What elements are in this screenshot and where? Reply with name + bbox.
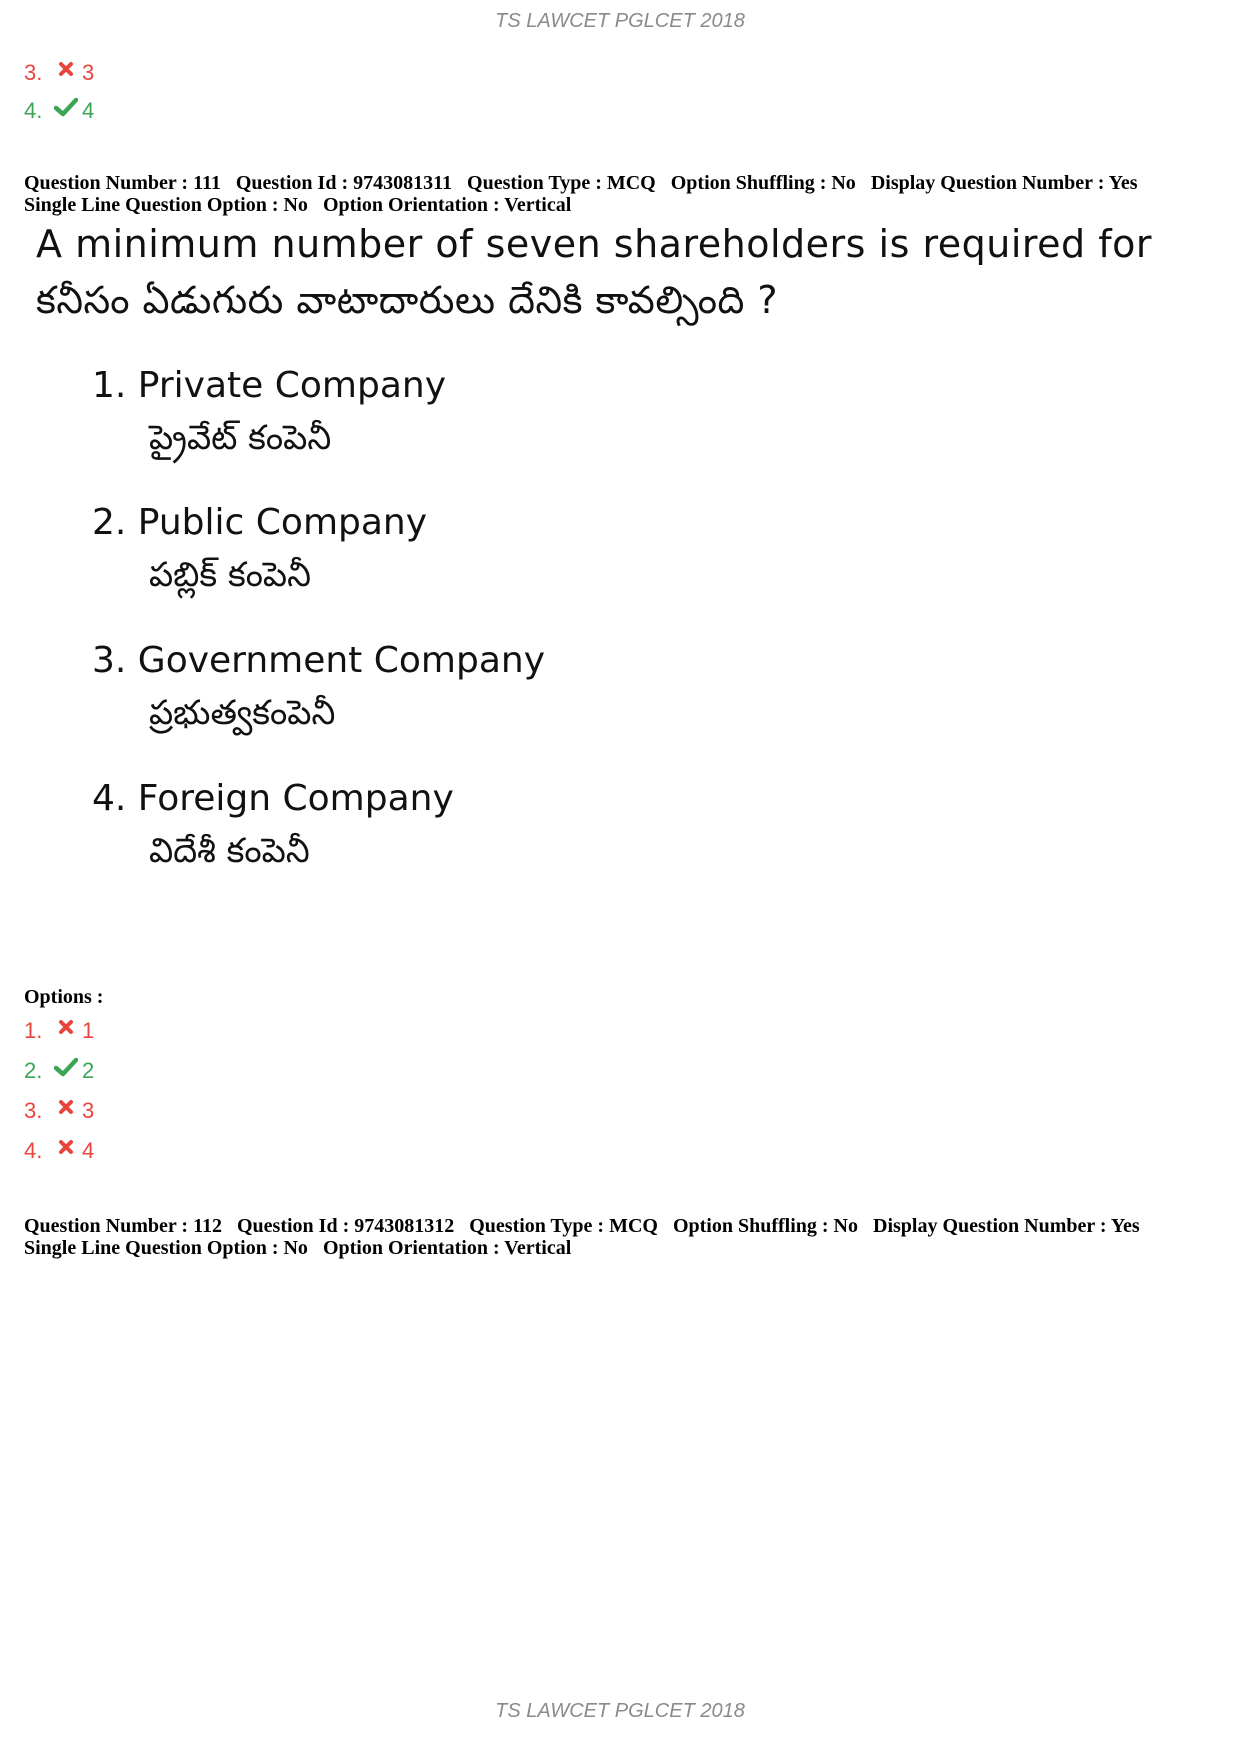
option-value: 4	[82, 1138, 95, 1163]
question-number: Question Number : 111	[24, 172, 221, 194]
option-row	[24, 1136, 94, 1166]
option-shuffling: Option Shuffling : No	[670, 172, 856, 194]
options-label: Options :	[24, 986, 104, 1008]
page-footer: TS LAWCET PGLCET 2018	[495, 1700, 745, 1722]
option-number: 2.	[24, 1058, 43, 1083]
option-orientation: Option Orientation : Vertical	[322, 1237, 572, 1259]
option-value: 2	[82, 1058, 95, 1083]
question-meta-line-1	[24, 1215, 1150, 1237]
question-type: Question Type : MCQ	[467, 172, 656, 194]
option-row	[24, 1056, 94, 1086]
option-number: 4.	[24, 1138, 43, 1163]
option-row	[24, 1096, 94, 1126]
option-number: 3.	[24, 60, 43, 85]
choice-1-english: 1. Private Company	[92, 365, 447, 406]
choice-3-telugu: ప్రభుత్వకంపెనీ	[149, 693, 336, 733]
option-shuffling: Option Shuffling : No	[672, 1215, 859, 1237]
option-number: 1.	[24, 1018, 43, 1043]
choice-4-english: 4. Foreign Company	[92, 778, 454, 819]
page-header: TS LAWCET PGLCET 2018	[495, 10, 745, 32]
choice-2-english: 2. Public Company	[92, 502, 428, 543]
question-id: Question Id : 9743081311	[235, 172, 453, 194]
question-text-telugu: కనీసం ఏడుగురు వాటాదారులు దేనికి కావల్సింది ?	[36, 278, 779, 322]
question-text-english: A minimum number of seven shareholders is required for	[36, 222, 1152, 266]
choice-3-english: 3. Government Company	[92, 640, 546, 681]
option-number: 4.	[24, 98, 43, 123]
choice-1-telugu: ప్రైవేట్ కంపెనీ	[149, 418, 332, 458]
option-value: 1	[82, 1018, 95, 1043]
question-number: Question Number : 112	[24, 1215, 222, 1237]
question-id: Question Id : 9743081312	[236, 1215, 455, 1237]
option-value: 4	[82, 98, 95, 123]
check-icon	[50, 97, 82, 117]
question-meta	[24, 1215, 1150, 1259]
cross-icon	[50, 1099, 82, 1115]
option-row	[24, 96, 94, 126]
cross-icon	[50, 61, 82, 77]
option-orientation: Option Orientation : Vertical	[322, 194, 572, 216]
display-question-number: Display Question Number : Yes	[873, 1215, 1140, 1237]
option-row	[24, 1016, 94, 1046]
display-question-number: Display Question Number : Yes	[870, 172, 1138, 194]
question-image	[24, 210, 1164, 900]
choice-2-telugu: పబ్లిక్ కంపెనీ	[149, 555, 311, 595]
check-icon	[50, 1057, 82, 1077]
option-value: 3	[82, 1098, 95, 1123]
cross-icon	[50, 1139, 82, 1155]
question-meta-line-2	[24, 1237, 1150, 1259]
single-line-option: Single Line Question Option : No	[24, 194, 308, 216]
cross-icon	[50, 1019, 82, 1035]
choice-4-telugu: విదేశీ కంపెనీ	[149, 831, 310, 871]
question-type: Question Type : MCQ	[469, 1215, 658, 1237]
single-line-option: Single Line Question Option : No	[24, 1237, 308, 1259]
option-number: 3.	[24, 1098, 43, 1123]
question-meta-line-1	[24, 172, 1148, 194]
option-value: 3	[82, 60, 95, 85]
option-row	[24, 58, 94, 88]
